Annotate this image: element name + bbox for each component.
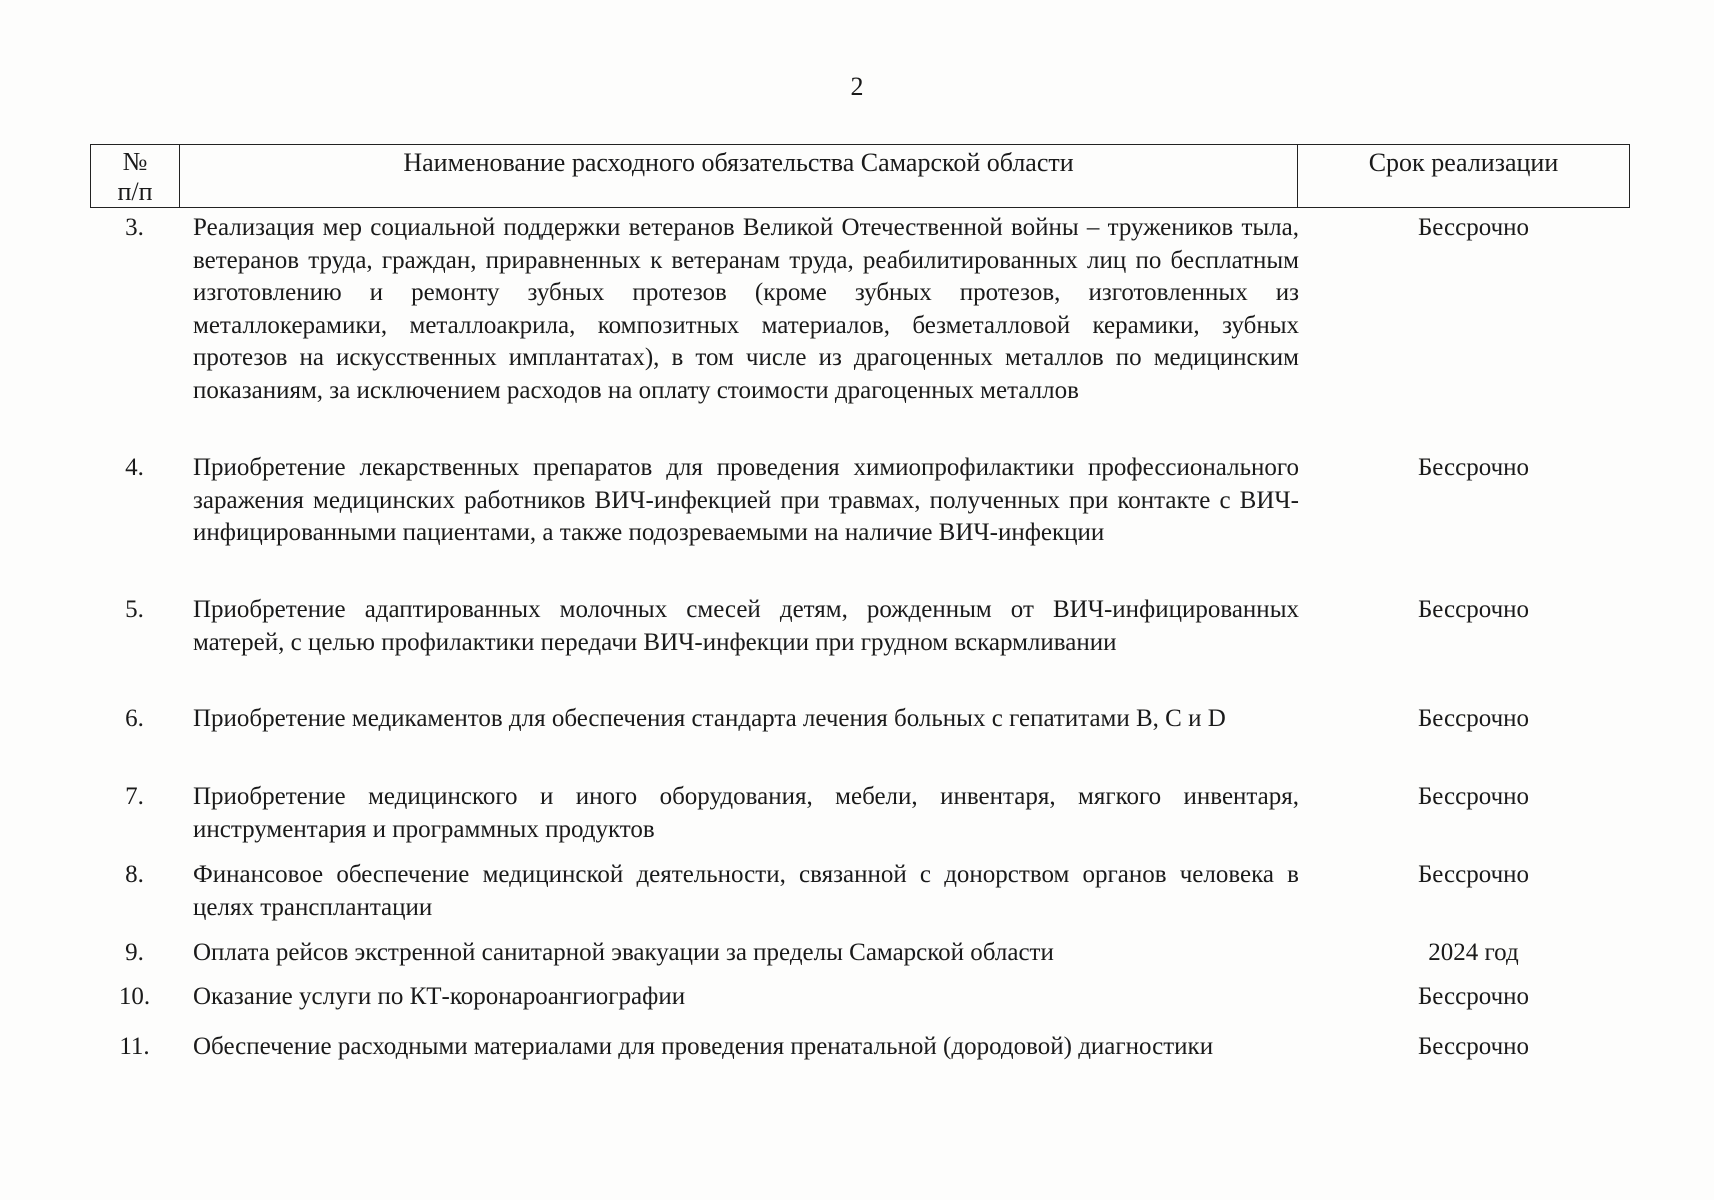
row-name: Приобретение медицинского и иного оборудования, мебели, инвентаря, мягкого инвентаря, инструментария и программных продуктов [193,783,1299,843]
row-name: Реализация мер социальной поддержки ветеранов Великой Отечественной войны – тружеников тыла, ветеранов труда, граждан, приравненных к ветеранам труда, реабилитированных лиц по бесплатным изготовлению и ремонту зубных протезов (кроме зубных протезов, изготовленных из металлокерамики, металлоакрила, композитных материалов, безметалловой керамики, зубных протезов на искусственных имплантатах), в том числе из драгоценных металлов по медицинским показаниям, за исключением расходов на оплату стоимости драгоценных металлов [193,214,1299,404]
row-name: Финансовое обеспечение медицинской деятельности, связанной с донорством органов человека в целях трансплантации [193,861,1299,921]
row-number: 6. [125,705,144,732]
row-term: Бессрочно [1417,1033,1530,1060]
table-row [90,1031,1630,1111]
row-number: 10. [118,983,151,1010]
row-term: Бессрочно [1417,454,1530,481]
header-name-column: Наименование расходного обязательства Самарской области [180,145,1298,207]
table-row [90,212,1630,452]
table-row [90,781,1630,859]
row-number: 5. [125,596,144,623]
header-number-column [91,145,180,207]
row-number: 3. [125,214,144,241]
row-number: 11. [119,1033,150,1060]
row-term: Бессрочно [1417,861,1530,888]
row-number: 8. [125,861,144,888]
table-header [90,144,1630,208]
row-term: Бессрочно [1417,705,1530,732]
row-name: Оказание услуги по КТ-коронароангиографии [193,983,686,1010]
row-number: 9. [125,939,144,966]
row-name: Приобретение медикаментов для обеспечения стандарта лечения больных с гепатитами B, C и D [193,705,1226,732]
table-row [90,594,1630,703]
table-row [90,859,1630,937]
row-name: Приобретение лекарственных препаратов для проведения химиопрофилактики профессионального заражения медицинских работников ВИЧ-инфекцией при травмах, полученных при контакте с ВИЧ-инфицированными пациентами, а также подозреваемыми на наличие ВИЧ-инфекции [193,454,1299,546]
header-number-symbol: № [122,147,148,176]
header-number-abbr: п/п [117,177,153,206]
table-body [90,212,1630,1111]
table-row [90,981,1630,1031]
row-term: 2024 год [1428,939,1519,966]
table-row [90,937,1630,981]
row-name: Обеспечение расходными материалами для проведения пренатальной (дородовой) диагностики [193,1033,1214,1060]
row-term: Бессрочно [1417,783,1530,810]
table-row [90,703,1630,781]
row-number: 4. [125,454,144,481]
table-row [90,452,1630,594]
row-name: Оплата рейсов экстренной санитарной эвакуации за пределы Самарской области [193,939,1054,966]
page-number: 2 [850,72,864,101]
row-name: Приобретение адаптированных молочных смесей детям, рожденным от ВИЧ-инфицированных матерей, с целью профилактики передачи ВИЧ-инфекции при грудном вскармливании [193,596,1299,656]
row-number: 7. [125,783,144,810]
header-term-column: Срок реализации [1368,148,1559,177]
row-term: Бессрочно [1417,596,1530,623]
row-term: Бессрочно [1417,214,1530,241]
row-term: Бессрочно [1417,983,1530,1010]
